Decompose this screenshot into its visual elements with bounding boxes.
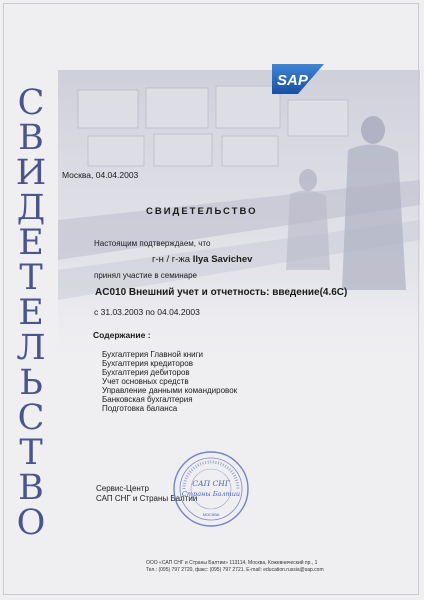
footer-phone-email: Тел.: (095) 797 2720, факс: (095) 797 2721. E-mail: education.russia@sap.com — [146, 567, 324, 573]
issuer-line2: САП СНГ и Страны Балтии — [96, 494, 198, 503]
background-photo — [58, 70, 420, 370]
date-from-label: с — [94, 307, 99, 317]
confirm-text: Настоящим подтверждаем, что — [94, 239, 211, 248]
side-letter: О — [16, 503, 46, 543]
list-item: Управление данными командировок — [102, 386, 238, 395]
svg-text:Страны Балтии: Страны Балтии — [181, 490, 241, 498]
side-letter: С — [17, 83, 45, 123]
contents-heading: Содержание : — [93, 330, 151, 340]
list-item: Бухгалтерия Главной книги — [102, 350, 204, 359]
list-item: Подготовка баланса — [102, 404, 178, 413]
company-stamp — [172, 450, 250, 528]
sap-logo — [272, 64, 324, 94]
city-date: Москва, 04.04.2003 — [62, 170, 139, 180]
side-letter: Ь — [19, 363, 43, 403]
course-title: AC010 Внешний учет и отчетность: введение(4.6C) — [95, 287, 348, 298]
side-letter: Д — [16, 188, 46, 228]
date-to: 04.04.2003 — [157, 307, 200, 317]
side-letter: С — [17, 398, 45, 438]
list-item: Банковская бухгалтерия — [102, 395, 193, 404]
side-letter: В — [18, 468, 44, 508]
side-letter: Л — [16, 328, 46, 368]
list-item: Бухгалтерия кредиторов — [102, 359, 193, 368]
participation-text: принял участие в семинаре — [94, 271, 197, 280]
date-from: 31.03.2003 — [100, 307, 144, 317]
svg-text:МОСКВА: МОСКВА — [202, 512, 220, 517]
footer-address: ООО «САП СНГ и Страны Балтии» 113114, Москва, Кожевнический пр., 1 — [146, 560, 318, 566]
side-letter: Е — [18, 293, 44, 333]
course-dates — [94, 307, 200, 317]
side-letter: И — [15, 153, 47, 193]
list-item: Бухгалтерия дебиторов — [102, 368, 190, 377]
certificate-title: СВИДЕТЕЛЬСТВО — [146, 206, 258, 217]
footer-contacts — [146, 560, 324, 574]
svg-text:SAP: SAP — [277, 72, 308, 89]
date-to-label: по — [145, 307, 155, 317]
recipient-name: Ilya Savichev — [192, 254, 253, 265]
side-letter: В — [18, 118, 44, 158]
recipient-line — [152, 254, 252, 265]
side-letter: Т — [19, 258, 43, 298]
svg-text:САП СНГ: САП СНГ — [192, 479, 230, 488]
list-item: Учет основных средств — [102, 377, 189, 386]
side-title-vertical — [10, 83, 52, 543]
name-prefix: г-н / г-жа — [152, 254, 191, 265]
side-letter: Е — [18, 223, 44, 263]
issuer-line1: Сервис-Центр — [96, 484, 149, 493]
side-letter: Т — [19, 433, 43, 473]
contents-list — [102, 350, 237, 413]
